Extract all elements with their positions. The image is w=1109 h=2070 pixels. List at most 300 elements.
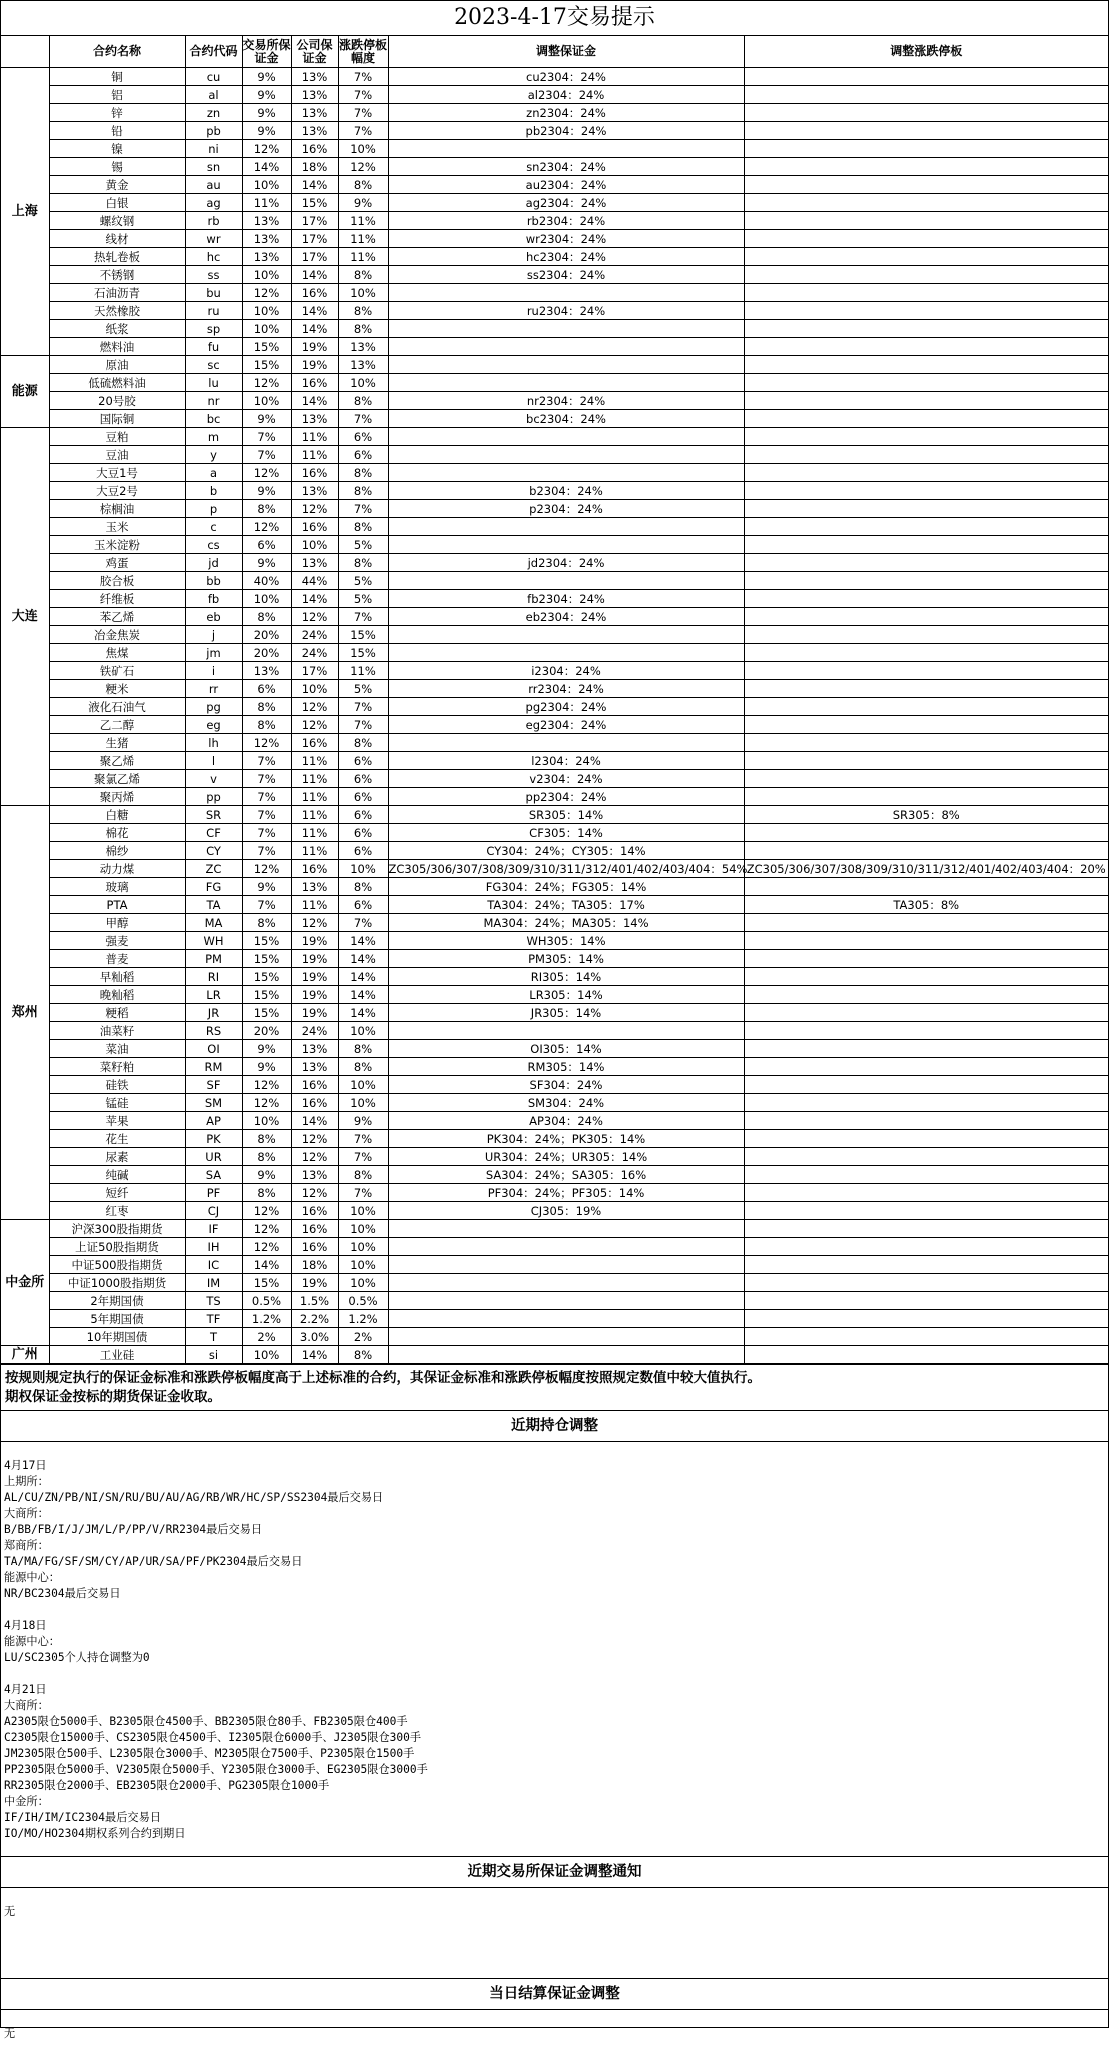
adjusted-margin-cell: JR305：14% [388, 1004, 744, 1022]
price-limit-cell: 2% [338, 1328, 388, 1346]
position-adjust-heading: 近期持仓调整 [1, 1410, 1108, 1442]
contract-name-cell: 菜油 [49, 1040, 185, 1058]
table-row [1, 1202, 1108, 1220]
exchange-margin-cell: 12% [242, 1076, 291, 1094]
adjusted-margin-cell: v2304：24% [388, 770, 744, 788]
exchange-cell: 大连 [1, 428, 49, 806]
price-limit-cell: 10% [338, 1256, 388, 1274]
exchange-margin-cell: 9% [242, 1166, 291, 1184]
company-margin-cell: 12% [291, 608, 338, 626]
adjusted-margin-cell: al2304：24% [388, 86, 744, 104]
table-row [1, 788, 1108, 806]
adjusted-limit-cell [744, 500, 1108, 518]
table-header-row [1, 36, 1108, 68]
adjusted-limit-cell [744, 1112, 1108, 1130]
price-limit-cell: 6% [338, 824, 388, 842]
section-line: 上期所： [4, 1475, 49, 1488]
company-margin-cell: 12% [291, 1184, 338, 1202]
table-row [1, 1022, 1108, 1040]
adjusted-margin-cell: SR305：14% [388, 806, 744, 824]
exchange-margin-cell: 15% [242, 338, 291, 356]
price-limit-cell: 7% [338, 1148, 388, 1166]
company-margin-cell: 19% [291, 338, 338, 356]
contract-code-cell: jm [185, 644, 242, 662]
contract-code-cell: IM [185, 1274, 242, 1292]
price-limit-cell: 8% [338, 1058, 388, 1076]
contract-name-cell: 红枣 [49, 1202, 185, 1220]
table-row [1, 104, 1108, 122]
exchange-margin-cell: 8% [242, 1184, 291, 1202]
contract-name-cell: 聚丙烯 [49, 788, 185, 806]
company-margin-cell: 13% [291, 68, 338, 86]
table-row [1, 518, 1108, 536]
table-row [1, 878, 1108, 896]
section-line: NR/BC2304最后交易日 [4, 1587, 121, 1600]
exchange-margin-cell: 15% [242, 932, 291, 950]
table-row [1, 410, 1108, 428]
adjusted-limit-cell [744, 482, 1108, 500]
table-row [1, 770, 1108, 788]
adjusted-limit-cell [744, 752, 1108, 770]
table-row [1, 1310, 1108, 1328]
exchange-margin-cell: 20% [242, 644, 291, 662]
contract-name-cell: 线材 [49, 230, 185, 248]
settlement-margin-heading: 当日结算保证金调整 [1, 1978, 1108, 2010]
price-limit-cell: 8% [338, 302, 388, 320]
adjusted-limit-cell [744, 518, 1108, 536]
adjusted-limit-cell [744, 284, 1108, 302]
contract-name-cell: 焦煤 [49, 644, 185, 662]
company-margin-cell: 17% [291, 248, 338, 266]
section-line: 大商所： [4, 1507, 49, 1520]
adjusted-limit-cell [744, 140, 1108, 158]
settlement-margin-body [1, 2010, 1108, 2070]
contract-name-cell: 不锈钢 [49, 266, 185, 284]
exchange-margin-cell: 12% [242, 734, 291, 752]
adjusted-margin-cell [388, 1274, 744, 1292]
company-margin-cell: 16% [291, 374, 338, 392]
contract-name-cell: 棕榈油 [49, 500, 185, 518]
exchange-margin-cell: 14% [242, 1256, 291, 1274]
exchange-margin-cell: 12% [242, 1202, 291, 1220]
table-row [1, 230, 1108, 248]
company-margin-cell: 10% [291, 536, 338, 554]
adjusted-margin-cell: WH305：14% [388, 932, 744, 950]
exchange-margin-cell: 14% [242, 158, 291, 176]
contract-name-cell: PTA [49, 896, 185, 914]
contract-name-cell: 棉纱 [49, 842, 185, 860]
price-limit-cell: 11% [338, 230, 388, 248]
company-margin-cell: 16% [291, 140, 338, 158]
price-limit-cell: 6% [338, 770, 388, 788]
contract-code-cell: v [185, 770, 242, 788]
price-limit-cell: 9% [338, 194, 388, 212]
company-margin-cell: 13% [291, 104, 338, 122]
contract-code-cell: i [185, 662, 242, 680]
price-limit-cell: 14% [338, 932, 388, 950]
table-row [1, 680, 1108, 698]
contract-name-cell: 晚籼稻 [49, 986, 185, 1004]
contract-name-cell: 玉米 [49, 518, 185, 536]
adjusted-limit-cell [744, 356, 1108, 374]
adjusted-limit-cell [744, 428, 1108, 446]
contract-name-cell: 尿素 [49, 1148, 185, 1166]
price-limit-cell: 7% [338, 122, 388, 140]
adjusted-margin-cell [388, 572, 744, 590]
company-margin-cell: 2.2% [291, 1310, 338, 1328]
adjusted-margin-cell [388, 1328, 744, 1346]
company-margin-cell: 12% [291, 914, 338, 932]
exchange-margin-cell: 7% [242, 842, 291, 860]
table-row [1, 1040, 1108, 1058]
adjusted-margin-cell: b2304：24% [388, 482, 744, 500]
section-line: JM2305限仓500手、L2305限仓3000手、M2305限仓7500手、P2305限仓1500手 [4, 1747, 415, 1760]
contract-code-cell: p [185, 500, 242, 518]
company-margin-cell: 18% [291, 158, 338, 176]
contract-name-cell: 螺纹钢 [49, 212, 185, 230]
adjusted-limit-cell [744, 968, 1108, 986]
adjusted-limit-cell [744, 626, 1108, 644]
adjusted-limit-cell [744, 680, 1108, 698]
contract-code-cell: LR [185, 986, 242, 1004]
exchange-margin-cell: 7% [242, 428, 291, 446]
contract-code-cell: rb [185, 212, 242, 230]
price-limit-cell: 7% [338, 86, 388, 104]
price-limit-cell: 13% [338, 356, 388, 374]
exchange-margin-cell: 10% [242, 266, 291, 284]
adjusted-margin-cell: hc2304：24% [388, 248, 744, 266]
table-body [1, 68, 1108, 1364]
adjusted-margin-cell: zn2304：24% [388, 104, 744, 122]
company-margin-cell: 13% [291, 554, 338, 572]
company-margin-cell: 1.5% [291, 1292, 338, 1310]
contract-code-cell: TF [185, 1310, 242, 1328]
table-row [1, 158, 1108, 176]
contract-code-cell: PK [185, 1130, 242, 1148]
price-limit-cell: 14% [338, 1004, 388, 1022]
table-row [1, 1328, 1108, 1346]
price-limit-cell: 10% [338, 1094, 388, 1112]
price-limit-cell: 5% [338, 680, 388, 698]
company-margin-cell: 14% [291, 1346, 338, 1364]
adjusted-limit-cell [744, 446, 1108, 464]
company-margin-cell: 11% [291, 806, 338, 824]
exchange-margin-cell: 8% [242, 698, 291, 716]
position-adjust-body [1, 1442, 1108, 1856]
contract-name-cell: 工业硅 [49, 1346, 185, 1364]
exchange-margin-cell: 15% [242, 986, 291, 1004]
table-row [1, 1004, 1108, 1022]
adjusted-margin-cell: SM304：24% [388, 1094, 744, 1112]
adjusted-limit-cell [744, 176, 1108, 194]
adjusted-limit-cell [744, 932, 1108, 950]
header-price-limit: 涨跌停板幅度 [338, 36, 388, 68]
company-margin-cell: 3.0% [291, 1328, 338, 1346]
adjusted-limit-cell [744, 1166, 1108, 1184]
exchange-margin-cell: 1.2% [242, 1310, 291, 1328]
price-limit-cell: 10% [338, 284, 388, 302]
section-line [4, 2010, 1105, 2026]
adjusted-margin-cell: LR305：14% [388, 986, 744, 1004]
price-limit-cell: 7% [338, 410, 388, 428]
company-margin-cell: 16% [291, 1094, 338, 1112]
company-margin-cell: 16% [291, 1076, 338, 1094]
company-margin-cell: 16% [291, 734, 338, 752]
header-contract-code: 合约代码 [185, 36, 242, 68]
table-row [1, 968, 1108, 986]
exchange-margin-cell: 9% [242, 482, 291, 500]
header-contract-name: 合约名称 [49, 36, 185, 68]
adjusted-limit-cell [744, 536, 1108, 554]
contract-code-cell: sc [185, 356, 242, 374]
price-limit-cell: 15% [338, 626, 388, 644]
contract-name-cell: 大豆1号 [49, 464, 185, 482]
contract-code-cell: cs [185, 536, 242, 554]
adjusted-margin-cell [388, 374, 744, 392]
section-line: PP2305限仓5000手、V2305限仓5000手、Y2305限仓3000手、EG2305限仓3000手 [4, 1763, 428, 1776]
contract-name-cell: 动力煤 [49, 860, 185, 878]
company-margin-cell: 14% [291, 320, 338, 338]
contract-name-cell: 锡 [49, 158, 185, 176]
exchange-margin-cell: 10% [242, 392, 291, 410]
section-line: 大商所： [4, 1699, 49, 1712]
table-row [1, 392, 1108, 410]
exchange-margin-cell: 7% [242, 896, 291, 914]
contract-name-cell: 大豆2号 [49, 482, 185, 500]
exchange-margin-cell: 7% [242, 770, 291, 788]
contract-code-cell: si [185, 1346, 242, 1364]
price-limit-cell: 10% [338, 1076, 388, 1094]
adjusted-margin-cell: RI305：14% [388, 968, 744, 986]
contract-code-cell: b [185, 482, 242, 500]
exchange-margin-cell: 20% [242, 626, 291, 644]
section-line: AL/CU/ZN/PB/NI/SN/RU/BU/AU/AG/RB/WR/HC/SP/SS2304最后交易日 [4, 1491, 384, 1504]
exchange-margin-cell: 7% [242, 806, 291, 824]
header-company-margin: 公司保证金 [291, 36, 338, 68]
company-margin-cell: 16% [291, 284, 338, 302]
adjusted-margin-cell: l2304：24% [388, 752, 744, 770]
contract-code-cell: l [185, 752, 242, 770]
adjusted-margin-cell: wr2304：24% [388, 230, 744, 248]
contract-name-cell: 纤维板 [49, 590, 185, 608]
adjusted-limit-cell [744, 68, 1108, 86]
contract-name-cell: 聚氯乙烯 [49, 770, 185, 788]
contract-name-cell: 粳米 [49, 680, 185, 698]
contract-name-cell: 乙二醇 [49, 716, 185, 734]
price-limit-cell: 10% [338, 1274, 388, 1292]
adjusted-limit-cell [744, 194, 1108, 212]
exchange-margin-cell: 9% [242, 122, 291, 140]
price-limit-cell: 5% [338, 590, 388, 608]
adjusted-limit-cell [744, 104, 1108, 122]
contract-code-cell: ru [185, 302, 242, 320]
contract-code-cell: j [185, 626, 242, 644]
exchange-margin-cell: 13% [242, 248, 291, 266]
company-margin-cell: 14% [291, 266, 338, 284]
contract-code-cell: CJ [185, 1202, 242, 1220]
contract-code-cell: UR [185, 1148, 242, 1166]
contract-code-cell: MA [185, 914, 242, 932]
table-row [1, 482, 1108, 500]
exchange-margin-cell: 8% [242, 914, 291, 932]
adjusted-margin-cell: AP304：24% [388, 1112, 744, 1130]
adjusted-limit-cell [744, 950, 1108, 968]
contract-name-cell: 甲醇 [49, 914, 185, 932]
adjusted-limit-cell [744, 986, 1108, 1004]
contract-name-cell: 菜籽粕 [49, 1058, 185, 1076]
table-row [1, 464, 1108, 482]
adjusted-margin-cell [388, 734, 744, 752]
contract-name-cell: 早籼稻 [49, 968, 185, 986]
adjusted-limit-cell [744, 1004, 1108, 1022]
price-limit-cell: 7% [338, 104, 388, 122]
company-margin-cell: 17% [291, 230, 338, 248]
price-limit-cell: 14% [338, 986, 388, 1004]
exchange-margin-cell: 12% [242, 518, 291, 536]
table-row [1, 626, 1108, 644]
table-row [1, 266, 1108, 284]
table-row [1, 842, 1108, 860]
table-row [1, 446, 1108, 464]
section-line [4, 1602, 1105, 1618]
adjusted-limit-cell [744, 1130, 1108, 1148]
table-row [1, 428, 1108, 446]
exchange-margin-cell: 12% [242, 1094, 291, 1112]
contract-code-cell: wr [185, 230, 242, 248]
contract-code-cell: IF [185, 1220, 242, 1238]
adjusted-limit-cell [744, 338, 1108, 356]
contract-name-cell: 天然橡胶 [49, 302, 185, 320]
company-margin-cell: 16% [291, 518, 338, 536]
table-row [1, 1220, 1108, 1238]
contract-code-cell: jd [185, 554, 242, 572]
section-line: RR2305限仓2000手、EB2305限仓2000手、PG2305限仓1000手 [4, 1779, 330, 1792]
adjusted-limit-cell [744, 878, 1108, 896]
note-line: 期权保证金按标的期货保证金收取。 [5, 1389, 221, 1405]
company-margin-cell: 14% [291, 302, 338, 320]
price-limit-cell: 7% [338, 716, 388, 734]
company-margin-cell: 11% [291, 824, 338, 842]
price-limit-cell: 11% [338, 248, 388, 266]
adjusted-limit-cell [744, 1274, 1108, 1292]
company-margin-cell: 11% [291, 446, 338, 464]
price-limit-cell: 10% [338, 1022, 388, 1040]
company-margin-cell: 12% [291, 1130, 338, 1148]
exchange-margin-cell: 6% [242, 680, 291, 698]
adjusted-margin-cell: RM305：14% [388, 1058, 744, 1076]
exchange-margin-cell: 9% [242, 1058, 291, 1076]
adjusted-margin-cell [388, 1220, 744, 1238]
adjusted-margin-cell [388, 644, 744, 662]
adjusted-limit-cell [744, 248, 1108, 266]
adjusted-margin-cell: MA304：24%；MA305：14% [388, 914, 744, 932]
contract-name-cell: 粳稻 [49, 1004, 185, 1022]
adjusted-margin-cell: SF304：24% [388, 1076, 744, 1094]
contract-code-cell: lu [185, 374, 242, 392]
company-margin-cell: 24% [291, 644, 338, 662]
header-adjusted-limit: 调整涨跌停板 [744, 36, 1108, 68]
exchange-margin-cell: 9% [242, 68, 291, 86]
price-limit-cell: 1.2% [338, 1310, 388, 1328]
note-line: 按规则规定执行的保证金标准和涨跌停板幅度高于上述标准的合约，其保证金标准和涨跌停板幅度按照规定数值中较大值执行。 [5, 1370, 761, 1386]
contract-code-cell: ss [185, 266, 242, 284]
exchange-margin-cell: 6% [242, 536, 291, 554]
contract-code-cell: TA [185, 896, 242, 914]
exchange-margin-cell: 40% [242, 572, 291, 590]
contract-code-cell: au [185, 176, 242, 194]
contract-code-cell: eb [185, 608, 242, 626]
price-limit-cell: 10% [338, 1220, 388, 1238]
contract-code-cell: RS [185, 1022, 242, 1040]
price-limit-cell: 8% [338, 878, 388, 896]
price-limit-cell: 15% [338, 644, 388, 662]
company-margin-cell: 11% [291, 770, 338, 788]
contract-name-cell: 铝 [49, 86, 185, 104]
adjusted-margin-cell [388, 464, 744, 482]
adjusted-margin-cell [388, 518, 744, 536]
contract-name-cell: 铅 [49, 122, 185, 140]
price-limit-cell: 6% [338, 806, 388, 824]
contract-code-cell: SA [185, 1166, 242, 1184]
exchange-margin-cell: 7% [242, 752, 291, 770]
exchange-margin-cell: 8% [242, 500, 291, 518]
price-limit-cell: 8% [338, 1166, 388, 1184]
table-row [1, 1076, 1108, 1094]
company-margin-cell: 13% [291, 1040, 338, 1058]
exchange-margin-cell: 8% [242, 1130, 291, 1148]
adjusted-limit-cell [744, 608, 1108, 626]
contract-code-cell: sp [185, 320, 242, 338]
contract-code-cell: WH [185, 932, 242, 950]
adjusted-margin-cell [388, 338, 744, 356]
exchange-cell: 中金所 [1, 1220, 49, 1346]
exchange-margin-cell: 12% [242, 374, 291, 392]
exchange-margin-cell: 12% [242, 860, 291, 878]
company-margin-cell: 16% [291, 1202, 338, 1220]
price-limit-cell: 11% [338, 662, 388, 680]
contract-name-cell: 锌 [49, 104, 185, 122]
table-row [1, 86, 1108, 104]
price-limit-cell: 10% [338, 860, 388, 878]
contract-code-cell: OI [185, 1040, 242, 1058]
contract-name-cell: 纯碱 [49, 1166, 185, 1184]
exchange-margin-cell: 15% [242, 968, 291, 986]
adjusted-limit-cell [744, 644, 1108, 662]
company-margin-cell: 12% [291, 500, 338, 518]
company-margin-cell: 19% [291, 932, 338, 950]
exchange-cell: 上海 [1, 68, 49, 356]
exchange-margin-notice-heading: 近期交易所保证金调整通知 [1, 1856, 1108, 1888]
adjusted-limit-cell: ZC305/306/307/308/309/310/311/312/401/402/403/404：20% [744, 860, 1108, 878]
contract-code-cell: TS [185, 1292, 242, 1310]
company-margin-cell: 15% [291, 194, 338, 212]
company-margin-cell: 24% [291, 626, 338, 644]
adjusted-limit-cell [744, 572, 1108, 590]
adjusted-limit-cell [744, 662, 1108, 680]
adjusted-margin-cell: rb2304：24% [388, 212, 744, 230]
adjusted-limit-cell [744, 1076, 1108, 1094]
table-row [1, 1130, 1108, 1148]
adjusted-margin-cell: FG304：24%；FG305：14% [388, 878, 744, 896]
company-margin-cell: 13% [291, 86, 338, 104]
adjusted-limit-cell [744, 392, 1108, 410]
adjusted-limit-cell [744, 1094, 1108, 1112]
exchange-margin-cell: 9% [242, 878, 291, 896]
adjusted-margin-cell: au2304：24% [388, 176, 744, 194]
contract-name-cell: 玉米淀粉 [49, 536, 185, 554]
contract-name-cell: 黄金 [49, 176, 185, 194]
contract-name-cell: 铁矿石 [49, 662, 185, 680]
